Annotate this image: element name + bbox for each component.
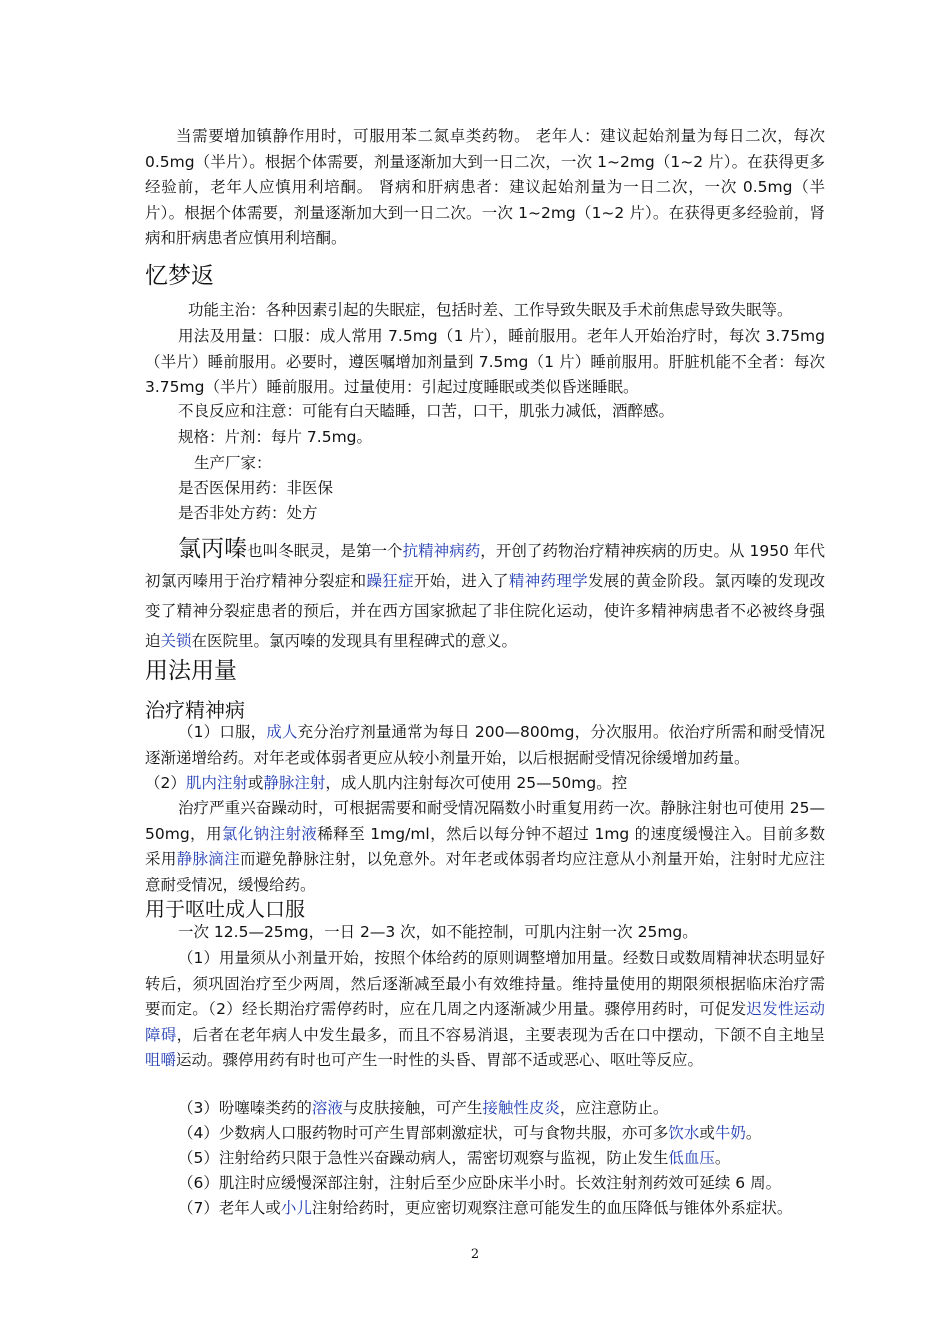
link-intramuscular[interactable]: 肌内注射 — [185, 774, 248, 792]
intro-paragraph: 当需要增加镇静作用时，可服用苯二氮卓类药物。 老年人：建议起始剂量为每日二次，每次 0.5mg（半片）。根据个体需要，剂量逐渐加大到一日二次，一次 1~2mg（1~2 片）。在获得更多经验前，老年人应慎用利培酮。 肾病和肝病患者：建议起始剂量为一日二次，一次 0.5mg（半片）。根据个体需要，剂量逐渐加大到一日二次。一次 1~2mg（1~2 片）。在获得更多经验前，肾病和肝病患者应慎用利培酮。 — [145, 127, 825, 247]
notes-paragraph: （1）用量须从小剂量开始，按照个体给药的原则调整增加用量。经数日或数周精神状态明显好转后，须巩固治疗至少两周，然后逐渐减至最小有效维持量。维持量使用的期限须根据临床治疗需要而定。（2）经长期治疗需停药时，应在几周之内逐渐减少用量。骤停用药时，可促发迟发性运动障碍，后者在老年病人中发生最多，而且不容易消退，主要表现为舌在口中摆动，下颌不自主地呈咀嚼运动。骤停用药有时也可产生一时性的头昏、胃部不适或恶心、呕吐等反应。 — [145, 949, 825, 1069]
usage-sub-vomiting: 用于呕吐成人口服 — [145, 897, 305, 921]
drug2-title: 氯丙嗪 — [178, 536, 248, 562]
link-saline[interactable]: 氯化钠注射液 — [221, 824, 318, 843]
usage-sub-psychosis: 治疗精神病 — [145, 698, 245, 722]
usage-injection-line: （2）肌内注射或静脉注射，成人肌内注射每次可使用 25—50mg。控 — [145, 774, 628, 792]
vomiting-dose: 一次 12.5—25mg，一日 2—3 次，如不能控制，可肌内注射一次 25mg。 — [178, 923, 698, 941]
usage-paragraph-iv: 治疗严重兴奋躁动时，可根据需要和耐受情况隔数小时重复用药一次。静脉注射也可使用 25—50mg，用氯化钠注射液稀释至 1mg/ml，然后以每分钟不超过 1mg 的速度缓慢注入。目前多数采用静脉滴注而避免静脉注射，以免意外。对年老或体弱者均应注意从小剂量开始，注射时尤应注意耐受情况，缓慢给药。 — [145, 799, 825, 894]
link-intravenous[interactable]: 静脉注射 — [263, 774, 326, 792]
link-antipsychotic[interactable]: 抗精神病药 — [402, 542, 481, 560]
link-water[interactable]: 饮水 — [668, 1124, 700, 1142]
link-contact-dermatitis[interactable]: 接触性皮炎 — [482, 1099, 560, 1117]
note-7: （7）老年人或小儿注射给药时，更应密切观察注意可能发生的血压降低与锥体外系症状。 — [178, 1199, 793, 1217]
link-children[interactable]: 小儿 — [280, 1199, 312, 1217]
link-milk[interactable]: 牛奶 — [714, 1124, 746, 1142]
note-3: （3）吩噻嗪类药的溶液与皮肤接触，可产生接触性皮炎，应注意防止。 — [178, 1099, 669, 1117]
note-5: （5）注射给药只限于急性兴奋躁动病人，需密切观察与监视，防止发生低血压。 — [178, 1149, 731, 1167]
link-chewing[interactable]: 咀嚼 — [145, 1051, 177, 1069]
drug1-insurance: 是否医保用药：非医保 — [178, 479, 334, 497]
drug1-usage: 用法及用量：口服：成人常用 7.5mg（1 片），睡前服用。老年人开始治疗时，每次 3.75mg（半片）睡前服用。必要时，遵医嘱增加剂量到 7.5mg（1 片）睡前服用。肝脏机能不全者：每次 3.75mg（半片）睡前服用。过量使用：引起过度睡眠或类似昏迷睡眠。 — [145, 327, 825, 396]
link-hypotension[interactable]: 低血压 — [668, 1149, 715, 1167]
page-number: 2 — [470, 1247, 480, 1262]
link-iv-drip[interactable]: 静脉滴注 — [176, 850, 240, 868]
link-confinement[interactable]: 关锁 — [160, 632, 192, 650]
drug2-paragraph: 氯丙嗪也叫冬眠灵，是第一个抗精神病药，开创了药物治疗精神疾病的历史。从 1950 年代初氯丙嗪用于治疗精神分裂症和躁狂症开始，进入了精神药理学发展的黄金阶段。氯丙嗪的发现改变了精神分裂症患者的预后，并在西方国家掀起了非住院化运动，使许多精神病患者不必被终身强迫关锁在医院里。氯丙嗪的发现具有里程碑式的意义。 — [145, 536, 825, 650]
link-solution[interactable]: 溶液 — [311, 1099, 343, 1117]
drug1-title: 忆梦返 — [145, 263, 214, 289]
drug1-adverse: 不良反应和注意：可能有白天瞌睡，口苦，口干，肌张力减低，酒醉感。 — [178, 402, 675, 420]
link-psychopharmacology[interactable]: 精神药理学 — [508, 572, 588, 590]
usage-heading: 用法用量 — [145, 658, 237, 684]
usage-paragraph-oral: （1）口服，成人充分治疗剂量通常为每日 200—800mg，分次服用。依治疗所需和耐受情况逐渐递增给药。对年老或体弱者更应从较小剂量开始，以后根据耐受情况徐缓增加药量。 — [145, 723, 825, 767]
drug1-maker: 生产厂家： — [194, 454, 272, 472]
drug1-spec: 规格：片剂：每片 7.5mg。 — [178, 428, 373, 446]
drug1-indication: 功能主治：各种因素引起的失眠症，包括时差、工作导致失眠及手术前焦虑导致失眠等。 — [188, 301, 793, 319]
link-adult[interactable]: 成人 — [266, 723, 298, 741]
link-mania[interactable]: 躁狂症 — [366, 572, 414, 590]
link-tardive-dyskinesia[interactable]: 迟发性运动障碍 — [145, 1000, 825, 1044]
drug1-otc: 是否非处方药：处方 — [178, 504, 318, 522]
note-4: （4）少数病人口服药物时可产生胃部刺激症状，可与食物共服，亦可多饮水或牛奶。 — [178, 1124, 762, 1142]
note-6: （6）肌注时应缓慢深部注射，注射后至少应卧床半小时。长效注射剂药效可延续 6 周。 — [178, 1174, 782, 1192]
